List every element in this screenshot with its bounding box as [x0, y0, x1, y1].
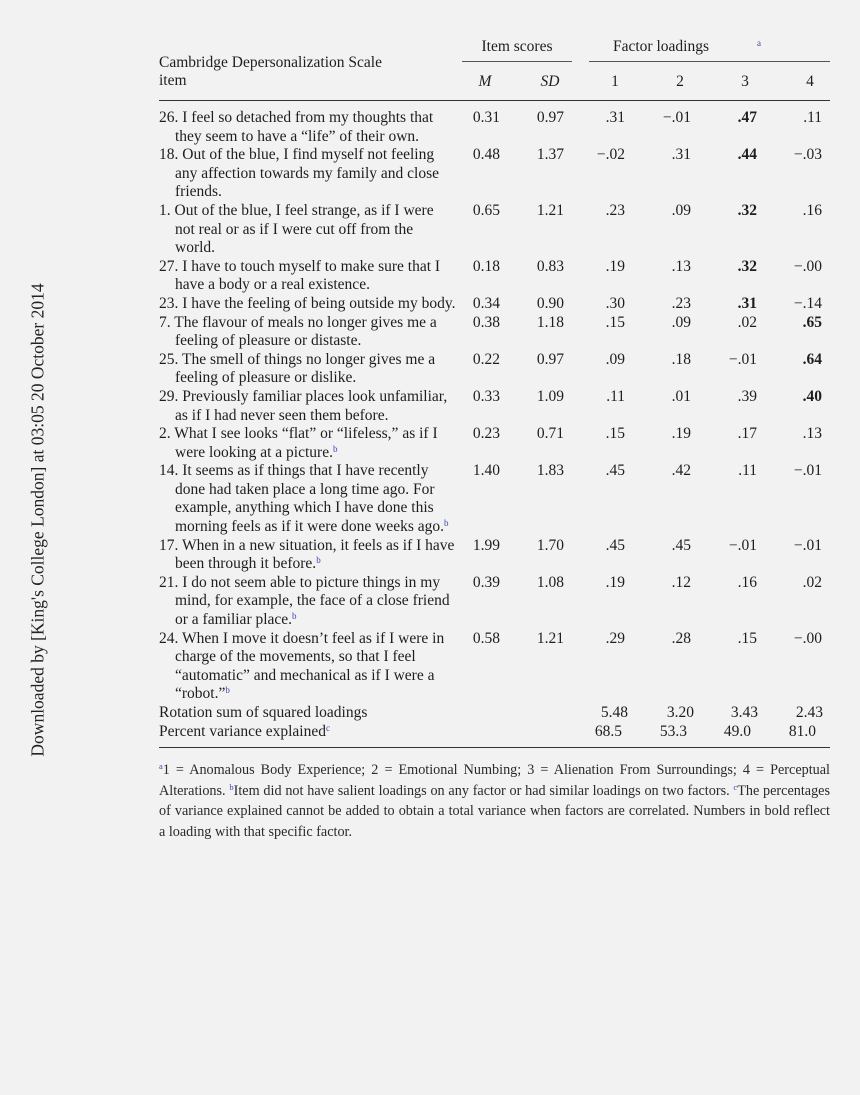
cell-m: 1.40 [472, 462, 500, 480]
cell-f1: .15 [605, 313, 625, 331]
percent-f4: 81.0 [788, 722, 816, 740]
item-text: 24. When I move it doesn’t feel as if I were in charge of the movements, so that I feel “automatic” and mechanical as if I were a “robot.”$^b$ [159, 629, 445, 703]
table-row [159, 574, 830, 630]
cell-m: 0.58 [472, 629, 500, 647]
cell-f4: .16 [802, 201, 822, 219]
cell-f2: .31 [671, 146, 691, 164]
table-body [159, 101, 830, 704]
cell-f1: .30 [605, 294, 625, 312]
cell-m: 0.33 [472, 387, 500, 405]
table-row [159, 295, 830, 314]
cell-f4: .64 [802, 350, 822, 368]
cell-m: 0.18 [472, 257, 500, 275]
cell-f3: .11 [738, 462, 757, 480]
item-text: 26. I feel so detached from my thoughts that they seem to have a “life” of their own. [159, 109, 434, 145]
cell-f2: .01 [671, 387, 691, 405]
cell-f2: .18 [671, 350, 691, 368]
item-column-header [159, 54, 382, 90]
cell-f3: .02 [737, 313, 757, 331]
rotation-row [159, 704, 830, 723]
item-text: 23. I have the feeling of being outside my body. [159, 294, 456, 312]
factor-loadings-rule [589, 61, 830, 62]
cell-f3: .32 [737, 201, 757, 219]
table-row [159, 109, 830, 146]
cell-m: 0.65 [472, 201, 500, 219]
cell-f4: −.00 [793, 257, 822, 275]
cell-m: 0.23 [472, 425, 500, 443]
cell-f2: .23 [671, 294, 691, 312]
cell-sd: 1.37 [536, 146, 564, 164]
item-text: 17. When in a new situation, it feels as if I have been through it before.$^b$ [159, 536, 455, 573]
cell-m: 0.38 [472, 313, 500, 331]
cell-sd: 0.83 [536, 257, 564, 275]
rotation-f3: 3.43 [730, 704, 758, 721]
table-row [159, 462, 830, 536]
cell-f1: .29 [605, 629, 625, 647]
cell-f4: .65 [802, 313, 822, 331]
rotation-f4: 2.43 [795, 704, 823, 721]
table-row [159, 388, 830, 425]
cell-sd: 1.83 [536, 462, 564, 480]
cell-f1: −.02 [596, 146, 625, 164]
cell-f4: −.00 [793, 629, 822, 647]
cell-f1: .45 [605, 462, 625, 480]
cell-sd: 0.97 [536, 350, 564, 368]
item-text: 18. Out of the blue, I find myself not feeling any affection towards my family and close friends. [159, 146, 439, 201]
cell-f2: −.01 [662, 109, 691, 126]
cell-f4: .02 [802, 573, 822, 591]
download-watermark: Downloaded by [King's College London] at 03:05 20 October 2014 [27, 283, 48, 757]
item-text: 27. I have to touch myself to make sure that I have a body or a real existence. [159, 257, 441, 294]
percent-f3: 49.0 [723, 722, 751, 740]
percent-f2: 53.3 [659, 722, 687, 740]
cell-m: 0.31 [472, 109, 500, 126]
cell-f2: .28 [671, 629, 691, 647]
cell-sd: 0.71 [536, 425, 564, 443]
cell-f4: −.01 [793, 462, 822, 480]
cell-f1: .23 [605, 201, 625, 219]
cell-f1: .15 [605, 425, 625, 443]
item-scores-rule [462, 61, 572, 62]
cell-f4: .13 [802, 425, 822, 443]
cell-f3: .47 [737, 109, 757, 126]
cell-f3: −.01 [728, 350, 757, 368]
table-row [159, 537, 830, 574]
cell-f3: .17 [737, 425, 757, 443]
table-row [159, 146, 830, 202]
cell-f4: −.03 [793, 146, 822, 164]
cell-f1: .19 [605, 257, 625, 275]
table-row [159, 258, 830, 295]
table-bottom-rule [159, 747, 830, 748]
table-row [159, 630, 830, 704]
table-footnote: $^a$1 = Anomalous Body Experience; 2 = Emotional Numbing; 3 = Alienation From Surroundings; 4 = Perceptual Alterations. $^b$Item did not have salient loadings on any factor or had similar loadings on two factors. $^c$The percentages of variance explained cannot be added to obtain a total variance when factors are correlated. Numbers in bold reflect a loading with that specific factor. [159, 761, 830, 840]
cell-f4: −.01 [793, 536, 822, 554]
cell-f1: .09 [605, 350, 625, 368]
cell-sd: 0.90 [536, 294, 564, 312]
cell-f2: .12 [671, 573, 691, 591]
cell-m: 1.99 [472, 536, 500, 554]
cell-f3: −.01 [728, 536, 757, 554]
percent-label: Percent variance explained$^c$ [159, 722, 330, 740]
table-row [159, 314, 830, 351]
cell-m: 0.48 [472, 146, 500, 164]
cell-f2: .45 [671, 536, 691, 554]
item-column-header-line1: Cambridge Depersonalization Scale [159, 54, 382, 71]
cell-f4: .40 [802, 387, 822, 405]
cell-m: 0.39 [472, 573, 500, 591]
percent-f1: 68.5 [594, 722, 622, 740]
cell-f3: .31 [737, 294, 757, 312]
cell-f2: .09 [671, 313, 691, 331]
item-text: 25. The smell of things no longer gives me a feeling of pleasure or dislike. [159, 350, 436, 387]
cell-f2: .09 [671, 201, 691, 219]
cell-f1: .11 [606, 387, 625, 405]
item-text: 1. Out of the blue, I feel strange, as if I were not real or as if I were cut off from the world. [159, 201, 434, 257]
table-row [159, 202, 830, 258]
item-text: 7. The flavour of meals no longer gives me a feeling of pleasure or distaste. [159, 313, 437, 350]
cell-sd: 1.21 [536, 629, 564, 647]
rotation-label: Rotation sum of squared loadings [159, 704, 368, 721]
cell-f3: .16 [737, 573, 757, 591]
item-column-header-line2: item [159, 72, 187, 89]
item-text: 29. Previously familiar places look unfamiliar, as if I had never seen them before. [159, 387, 448, 424]
cell-f4: .11 [803, 109, 822, 126]
percent-row [159, 723, 830, 742]
factor-loadings-table [159, 34, 830, 843]
rotation-f1: 5.48 [600, 704, 628, 721]
item-text: 14. It seems as if things that I have recently done had taken place a long time ago. For example, anything which I have done this morning feels as if it were done weeks ago.$^b$ [159, 462, 449, 536]
cell-f2: .42 [671, 462, 691, 480]
cell-sd: 1.18 [536, 313, 564, 331]
cell-m: 0.34 [472, 294, 500, 312]
cell-f3: .44 [737, 146, 757, 164]
cell-f2: .13 [671, 257, 691, 275]
cell-f1: .45 [605, 536, 625, 554]
cell-f3: .39 [737, 387, 757, 405]
cell-sd: 0.97 [536, 109, 564, 126]
cell-f1: .19 [605, 573, 625, 591]
cell-sd: 1.09 [536, 387, 564, 405]
cell-sd: 1.08 [536, 573, 564, 591]
cell-f3: .32 [737, 257, 757, 275]
cell-sd: 1.21 [536, 201, 564, 219]
cell-f4: −.14 [793, 294, 822, 312]
cell-f2: .19 [671, 425, 691, 443]
rotation-f2: 3.20 [666, 704, 694, 721]
item-text: 21. I do not seem able to picture things in my mind, for example, the face of a close friend or a familiar place.$^b$ [159, 573, 450, 629]
cell-f1: .31 [605, 109, 625, 126]
cell-m: 0.22 [472, 350, 500, 368]
item-text: 2. What I see looks “flat” or “lifeless,” as if I were looking at a picture.$^b$ [159, 425, 438, 461]
cell-sd: 1.70 [536, 536, 564, 554]
table-row [159, 351, 830, 388]
table-header: Cambridge Depersonalization Scale item Item scores Factor loadings $^a$ M SD 1 2 3 4 [159, 34, 830, 101]
table-row [159, 425, 830, 462]
cell-f3: .15 [737, 629, 757, 647]
